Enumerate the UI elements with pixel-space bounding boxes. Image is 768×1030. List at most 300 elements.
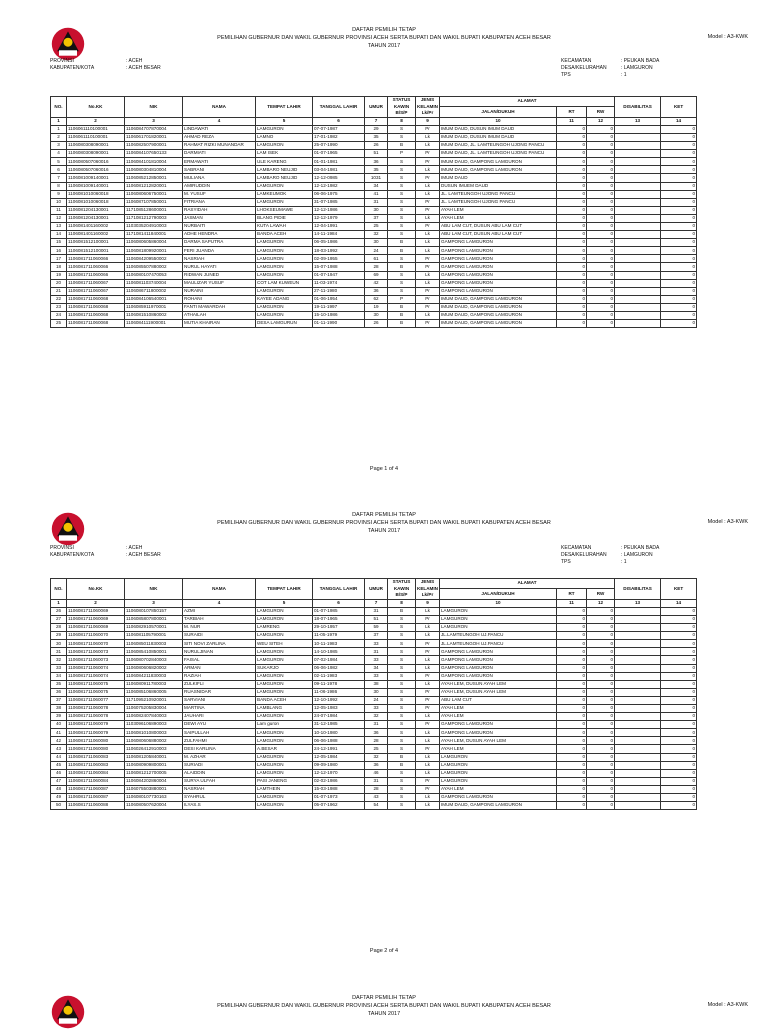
cell-rw: 0 [587,648,615,656]
cell-nama: DARMIATI [183,150,256,158]
table-row [51,745,697,753]
table-row [51,174,697,182]
cell-tempat-lahir: LAMGURON [256,247,313,255]
cell-ket: 0 [661,295,697,303]
cell-nokk: 1106081009140001 [67,174,125,182]
cell-disabilitas [615,624,661,632]
cell-tempat-lahir: LAMGURON [256,607,313,615]
cell-nik: 1106084202860004 [125,777,183,785]
header-index: 9 [416,117,440,125]
cell-disabilitas [615,182,661,190]
header-no: NO. [51,579,67,600]
cell-nokk: 1106081711060067 [67,279,125,287]
table-row [51,664,697,672]
cell-rt: 0 [557,794,587,802]
cell-nokk: 1106081711060078 [67,713,125,721]
cell-alamat: AYAH LEM, DUSUN AYAH LEM [440,737,557,745]
cell-tempat-lahir: LAMGURON [256,688,313,696]
cell-rt: 0 [557,761,587,769]
cell-nik: 1106080107850157 [125,607,183,615]
cell-umur: 32 [365,713,388,721]
cell-nik: 1171095210920001 [125,696,183,704]
cell-jenis-kelamin: Lk [416,279,440,287]
cell-nik: 1106081212700005 [125,769,183,777]
cell-status-kawin: S [388,214,416,222]
cell-jenis-kelamin: Lk [416,802,440,810]
cell-tempat-lahir: LAMNO [256,133,313,141]
kecamatan-label: KECAMATAN [561,58,592,64]
meta-right [561,545,659,566]
cell-umur: 28 [365,263,388,271]
cell-nik: 1106084106540001 [125,295,183,303]
cell-rw: 0 [587,271,615,279]
cell-umur: 26 [365,320,388,328]
cell-alamat: ABU LAM CUT [440,696,557,704]
cell-ket: 0 [661,680,697,688]
cell-rt: 0 [557,158,587,166]
cell-tanggal-lahir: 29-10-1957 [313,624,365,632]
cell-no: 43 [51,745,67,753]
cell-rt: 0 [557,133,587,141]
cell-nik: 1106082407840003 [125,713,183,721]
kabupaten-label: KABUPATEN/KOTA [50,552,95,558]
cell-tempat-lahir: BANDA ACEH [256,231,313,239]
header-index: 8 [388,599,416,607]
cell-nik: 1106085011830003 [125,640,183,648]
cell-nik: 1106080304810004 [125,166,183,174]
table-row [51,761,697,769]
cell-tempat-lahir: LAMGURON [256,271,313,279]
cell-nik: 1106087107850001 [125,198,183,206]
cell-disabilitas [615,239,661,247]
cell-rw: 0 [587,640,615,648]
table-row [51,688,697,696]
cell-tempat-lahir: LAMBARO NEUJID [256,166,313,174]
header-index: 14 [661,599,697,607]
cell-tempat-lahir: LAMGURON [256,713,313,721]
cell-disabilitas [615,231,661,239]
cell-nik: 1103035204910003 [125,223,183,231]
cell-rt: 0 [557,255,587,263]
cell-tanggal-lahir: 01-07-1985 [313,607,365,615]
cell-rw: 0 [587,206,615,214]
cell-jenis-kelamin: Pr [416,150,440,158]
cell-no: 19 [51,271,67,279]
document-subtitle: PEMILIHAN GUBERNUR DAN WAKIL GUBERNUR PROVINSI ACEH SERTA BUPATI DAN WAKIL BUPATI KABUPATEN ACEH BESAR [217,35,551,41]
cell-nokk: 1106081711060073 [67,648,125,656]
tps-label: TPS [561,72,571,78]
kecamatan-value: : PEUKAN BADA [621,58,660,64]
cell-tempat-lahir: LAMGURON [256,753,313,761]
cell-alamat: LAMGURON [440,769,557,777]
cell-jenis-kelamin: Lk [416,312,440,320]
cell-nama: SITI NOVI ZARLINA [183,640,256,648]
cell-no: 5 [51,158,67,166]
cell-jenis-kelamin: Pr [416,705,440,713]
cell-ket: 0 [661,214,697,222]
table-row [51,648,697,656]
cell-status-kawin: S [388,640,416,648]
cell-rt: 0 [557,721,587,729]
table-header [51,579,697,608]
cell-no: 46 [51,769,67,777]
cell-nokk: 1106081711060083 [67,761,125,769]
cell-no: 8 [51,182,67,190]
cell-rw: 0 [587,158,615,166]
cell-no: 30 [51,640,67,648]
cell-tanggal-lahir: 03-04-1981 [313,166,365,174]
cell-rt: 0 [557,737,587,745]
cell-status-kawin: S [388,158,416,166]
cell-jenis-kelamin: Lk [416,753,440,761]
cell-status-kawin: S [388,737,416,745]
cell-tempat-lahir: LAMGURON [256,615,313,623]
header-jk-line: Lk/Pr [421,592,434,598]
table-row [51,150,697,158]
cell-umur: 1031 [365,174,388,182]
cell-umur: 59 [365,624,388,632]
cell-ket: 0 [661,142,697,150]
cell-nik: 1106080605860004 [125,239,183,247]
cell-tempat-lahir: LAMGURON [256,656,313,664]
cell-tempat-lahir: KUTA LAWAH [256,223,313,231]
cell-ket: 0 [661,753,697,761]
cell-nama: ZULKIFLI [183,680,256,688]
cell-tanggal-lahir: 24-12-1991 [313,745,365,753]
cell-rw: 0 [587,664,615,672]
cell-nama: M. AZHAR [183,753,256,761]
cell-nik: 1106081212820001 [125,182,183,190]
cell-nama: ERMAWATI [183,158,256,166]
cell-no: 36 [51,688,67,696]
cell-tempat-lahir: LAMGURON [256,737,313,745]
cell-ket: 0 [661,166,697,174]
cell-disabilitas [615,174,661,182]
cell-rt: 0 [557,680,587,688]
header-jenis-kelamin [416,579,440,600]
cell-no: 16 [51,247,67,255]
cell-nama: ARMAN [183,664,256,672]
cell-rw: 0 [587,794,615,802]
cell-alamat: GAMPONG LAMGURON [440,648,557,656]
cell-umur: 26 [365,142,388,150]
cell-tanggal-lahir: 10-11-1983 [313,640,365,648]
cell-nik: 1106081510860002 [125,312,183,320]
cell-alamat: IMUM DAUD, GAMPONG LAMGURON [440,802,557,810]
cell-nama: M. YUSUF [183,190,256,198]
cell-nama: ADHE HENDRA [183,231,256,239]
cell-nik: 1106085807800001 [125,615,183,623]
header-index: 12 [587,599,615,607]
cell-alamat: LAMGURON [440,607,557,615]
provinsi-label: PROVINSI [50,58,74,64]
desa-label: DESA/KELURAHAN [561,552,607,558]
cell-rw: 0 [587,223,615,231]
cell-nokk: 1106080308090001 [67,142,125,150]
cell-nama: NURAINI [183,287,256,295]
cell-jenis-kelamin: Pr [416,745,440,753]
cell-alamat: IMUM DAUD, GAMPONG LAMGURON [440,295,557,303]
header-tanggal-lahir: TANGGAL LAHIR [313,579,365,600]
cell-no: 41 [51,729,67,737]
table-row [51,753,697,761]
cell-umur: 51 [365,615,388,623]
cell-rt: 0 [557,125,587,133]
cell-tanggal-lahir: 15-03-1988 [313,785,365,793]
cell-tanggal-lahir: 25-07-1990 [313,142,365,150]
header-index: 5 [256,599,313,607]
cell-rw: 0 [587,753,615,761]
cell-ket: 0 [661,656,697,664]
cell-rw: 0 [587,777,615,785]
cell-status-kawin: S [388,182,416,190]
tps-value: : 1 [621,559,627,565]
cell-jenis-kelamin: Lk [416,624,440,632]
cell-rw: 0 [587,656,615,664]
cell-status-kawin: B [388,320,416,328]
table-index-row [51,599,697,607]
cell-umur: 30 [365,239,388,247]
cell-nama: ROHANI [183,295,256,303]
cell-jenis-kelamin: Lk [416,794,440,802]
cell-no: 24 [51,312,67,320]
cell-no: 12 [51,214,67,222]
cell-disabilitas [615,640,661,648]
header-index: 10 [440,599,557,607]
cell-nokk: 1106081711060070 [67,640,125,648]
cell-tanggal-lahir: 06-06-1982 [313,664,365,672]
cell-nik: 1106080107730163 [125,794,183,802]
cell-tempat-lahir: COT LAM KUWEUN [256,279,313,287]
cell-nokk: 1106081711060088 [67,802,125,810]
cell-no: 40 [51,721,67,729]
cell-rw: 0 [587,320,615,328]
cell-tanggal-lahir: 31-12-1985 [313,721,365,729]
meta-right [561,58,659,79]
cell-rt: 0 [557,672,587,680]
cell-ket: 0 [661,125,697,133]
cell-ket: 0 [661,688,697,696]
cell-ket: 0 [661,777,697,785]
table-row [51,777,697,785]
kecamatan-label: KECAMATAN [561,545,592,551]
cell-umur: 36 [365,729,388,737]
cell-nik: 1106085212850001 [125,174,183,182]
cell-jenis-kelamin: Pr [416,206,440,214]
cell-tanggal-lahir: 18-07-1965 [313,615,365,623]
meta-left [50,545,161,559]
cell-alamat: GAMPONG LAMGURON [440,271,557,279]
cell-nokk: 1106081711060066 [67,263,125,271]
cell-jenis-kelamin: Lk [416,729,440,737]
cell-alamat: IMUM DAUD, JL. LAMTEUNGOH UJONG PANCU [440,150,557,158]
cell-jenis-kelamin: Lk [416,632,440,640]
cell-no: 35 [51,680,67,688]
cell-ket: 0 [661,794,697,802]
cell-status-kawin: S [388,680,416,688]
cell-nokk: 1106081401160002 [67,231,125,239]
header-status-line: STATUS [392,579,411,584]
cell-rw: 0 [587,615,615,623]
cell-nik: 1106082507900001 [125,142,183,150]
model-code: Model : A3-KWK [707,34,748,40]
cell-rw: 0 [587,769,615,777]
cell-umur: 35 [365,166,388,174]
cell-ket: 0 [661,271,697,279]
cell-no: 31 [51,648,67,656]
cell-jenis-kelamin: Pr [416,696,440,704]
header-index: 6 [313,117,365,125]
cell-status-kawin: S [388,688,416,696]
document-title: DAFTAR PEMILIH TETAP [352,995,416,1001]
cell-jenis-kelamin: Lk [416,761,440,769]
table-row [51,721,697,729]
cell-rw: 0 [587,761,615,769]
cell-ket: 0 [661,664,697,672]
cell-status-kawin: S [388,125,416,133]
voter-table [50,96,697,328]
table-row [51,198,697,206]
table-row [51,271,697,279]
cell-rt: 0 [557,769,587,777]
cell-rw: 0 [587,239,615,247]
header-index: 1 [51,599,67,607]
cell-status-kawin: S [388,632,416,640]
provinsi-value: : ACEH [126,58,143,64]
cell-nik: 1106080606820002 [125,664,183,672]
table-row [51,672,697,680]
cell-nokk: 1106081711060073 [67,656,125,664]
cell-nokk: 1106081711060069 [67,607,125,615]
cell-ket: 0 [661,190,697,198]
cell-rt: 0 [557,303,587,311]
cell-rw: 0 [587,295,615,303]
cell-ket: 0 [661,174,697,182]
cell-alamat: GAMPONG LAMGURON [440,255,557,263]
cell-alamat: AYAH LEM [440,206,557,214]
cell-no: 7 [51,174,67,182]
table-row [51,247,697,255]
cell-umur: 24 [365,247,388,255]
cell-nokk: 1106081711060087 [67,794,125,802]
header-index: 7 [365,117,388,125]
cell-alamat: LAMGURON [440,615,557,623]
cell-rw: 0 [587,303,615,311]
cell-ket: 0 [661,696,697,704]
header-no: NO. [51,97,67,118]
cell-nokk: 1106081711060084 [67,777,125,785]
cell-rw: 0 [587,721,615,729]
cell-jenis-kelamin: Pr [416,287,440,295]
cell-disabilitas [615,255,661,263]
cell-no: 14 [51,231,67,239]
header-index: 11 [557,599,587,607]
table-body [51,607,697,809]
table-row [51,312,697,320]
cell-rw: 0 [587,287,615,295]
cell-jenis-kelamin: Lk [416,239,440,247]
cell-ket: 0 [661,745,697,753]
cell-ket: 0 [661,713,697,721]
cell-rw: 0 [587,125,615,133]
cell-nik: 1106080107470053 [125,271,183,279]
cell-nokk: 1106081711060066 [67,255,125,263]
cell-tanggal-lahir: 12-10-1992 [313,696,365,704]
cell-status-kawin: P [388,150,416,158]
cell-nik: 1106080911780003 [125,680,183,688]
cell-tanggal-lahir: 12-12-1982 [313,182,365,190]
cell-status-kawin: S [388,696,416,704]
cell-rt: 0 [557,785,587,793]
cell-nik: 1171085128600001 [125,206,183,214]
header-status-kawin [388,579,416,600]
cell-rw: 0 [587,696,615,704]
cell-jenis-kelamin: Pr [416,688,440,696]
cell-alamat: AYAH LEM [440,713,557,721]
cell-ket: 0 [661,705,697,713]
table-row [51,769,697,777]
cell-umur: 30 [365,312,388,320]
table-row [51,713,697,721]
header-alamat: ALAMAT [440,97,615,107]
cell-nokk: 1106081512100001 [67,239,125,247]
table-row [51,320,697,328]
cell-no: 1 [51,125,67,133]
cell-tanggal-lahir: 01-11-1990 [313,320,365,328]
cell-jenis-kelamin: Lk [416,247,440,255]
cell-ket: 0 [661,320,697,328]
cell-nama: FANTI MAWARDAH [183,303,256,311]
header-jalan: JALAN/DUKUH [440,107,557,117]
cell-status-kawin: S [388,769,416,777]
page-number: Page 1 of 4 [369,466,399,472]
cell-tempat-lahir: LAMGURON [256,769,313,777]
cell-umur: 36 [365,287,388,295]
cell-status-kawin: S [388,721,416,729]
cell-disabilitas [615,761,661,769]
cell-status-kawin: S [388,794,416,802]
cell-ket: 0 [661,287,697,295]
header-index: 11 [557,117,587,125]
cell-alamat: LAMGURON [440,761,557,769]
cell-alamat: AYAH LEM [440,745,557,753]
cell-nokk: 1106081010060018 [67,198,125,206]
cell-tempat-lahir: LAMGURON [256,761,313,769]
cell-umur: 24 [365,696,388,704]
header-index: 7 [365,599,388,607]
cell-status-kawin: S [388,231,416,239]
cell-umur: 62 [365,295,388,303]
document-year: TAHUN 2017 [367,528,401,534]
cell-nama: NASRIAH [183,785,256,793]
cell-tempat-lahir: LAMBLANG [256,705,313,713]
cell-disabilitas [615,632,661,640]
cell-ket: 0 [661,721,697,729]
cell-nama: M. NUR [183,624,256,632]
cell-ket: 0 [661,312,697,320]
cell-alamat: GAMPONG LAMGURON [440,794,557,802]
cell-umur: 34 [365,182,388,190]
cell-status-kawin: B [388,761,416,769]
cell-nama: AHMAD REZA [183,133,256,141]
cell-disabilitas [615,713,661,721]
cell-rt: 0 [557,223,587,231]
cell-rw: 0 [587,713,615,721]
cell-rt: 0 [557,656,587,664]
cell-status-kawin: S [388,624,416,632]
cell-disabilitas [615,295,661,303]
cell-tempat-lahir: BLANG PIDIE [256,214,313,222]
